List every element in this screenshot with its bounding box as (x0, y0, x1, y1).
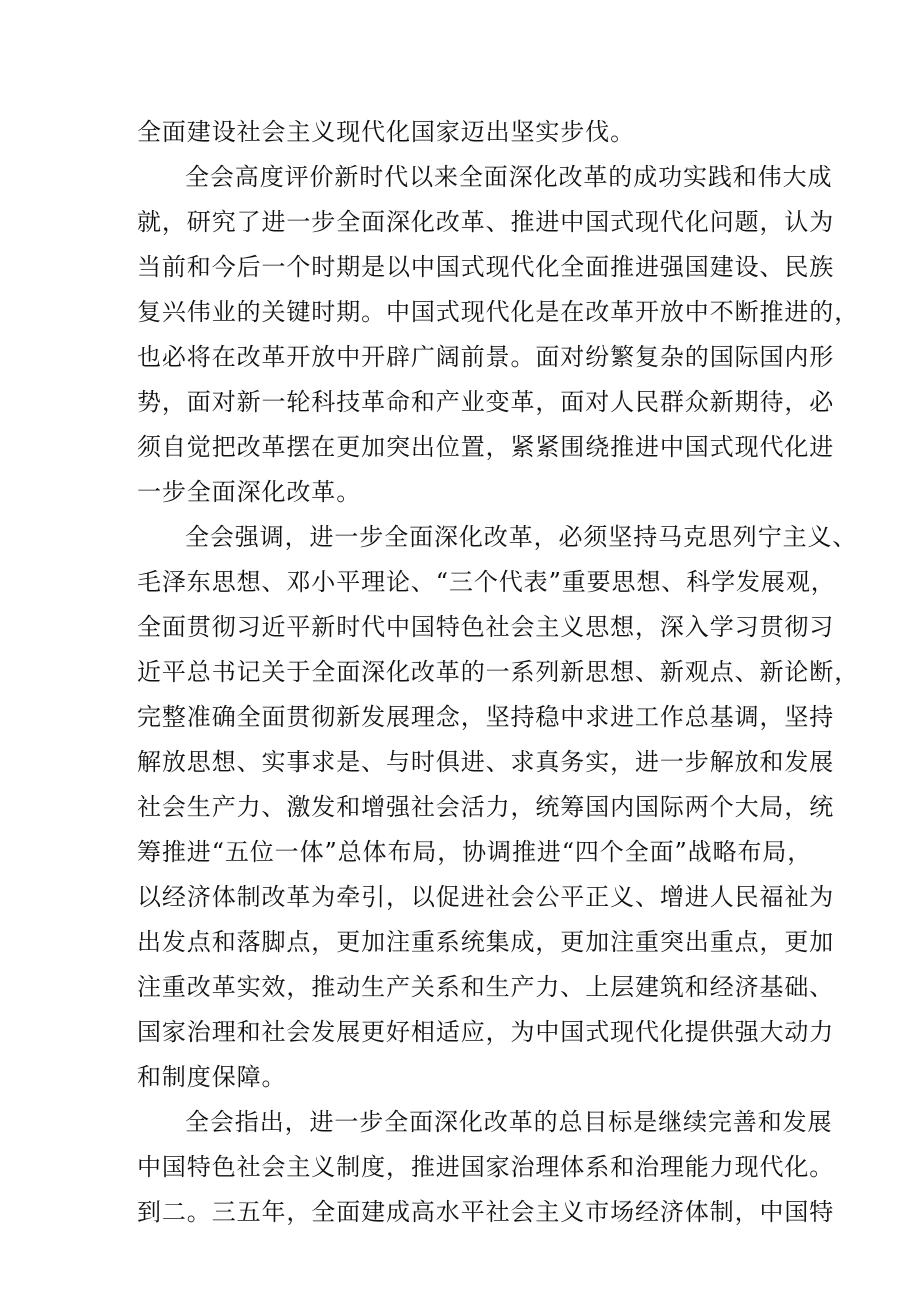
text-line: 近平总书记关于全面深化改革的一系列新思想、新观点、新论断， (137, 658, 860, 686)
text-line: 解放思想、实事求是、与时俱进、求真务实，进一步解放和发展 (137, 748, 835, 776)
text-line: 也必将在改革开放中开辟广阔前景。面对纷繁复杂的国际国内形 (137, 343, 835, 371)
text-line: 就，研究了进一步全面深化改革、推进中国式现代化问题，认为 (137, 208, 835, 236)
paragraph-first-line: 全会高度评价新时代以来全面深化改革的成功实践和伟大成 (185, 163, 833, 191)
paragraph-first-line: 全会指出，进一步全面深化改革的总目标是继续完善和发展 (185, 1108, 833, 1136)
text-line: 出发点和落脚点，更加注重系统集成，更加注重突出重点，更加 (137, 928, 835, 956)
text-line: 社会生产力、激发和增强社会活力，统筹国内国际两个大局，统 (137, 793, 835, 821)
text-line: 一步全面深化改革。 (137, 478, 362, 506)
text-line: 全面贯彻习近平新时代中国特色社会主义思想，深入学习贯彻习 (137, 613, 835, 641)
text-line: 和制度保障。 (137, 1063, 287, 1091)
text-line: 毛泽东思想、邓小平理论、“三个代表”重要思想、科学发展观， (137, 568, 836, 596)
text-line: 以经济体制改革为牵引，以促进社会公平正义、增进人民福祉为 (137, 883, 835, 911)
text-line: 国家治理和社会发展更好相适应，为中国式现代化提供强大动力 (137, 1018, 835, 1046)
text-line: 当前和今后一个时期是以中国式现代化全面推进强国建设、民族 (137, 253, 835, 281)
text-line: 全面建设社会主义现代化国家迈出坚实步伐。 (137, 118, 635, 146)
text-line: 到二。三五年，全面建成高水平社会主义市场经济体制，中国特 (137, 1198, 835, 1226)
text-line: 势，面对新一轮科技革命和产业变革，面对人民群众新期待，必 (137, 388, 835, 416)
text-line: 须自觉把改革摆在更加突出位置，紧紧围绕推进中国式现代化进 (137, 433, 835, 461)
text-line: 注重改革实效，推动生产关系和生产力、上层建筑和经济基础、 (137, 973, 835, 1001)
text-line: 中国特色社会主义制度，推进国家治理体系和治理能力现代化。 (137, 1153, 835, 1181)
text-line: 完整准确全面贯彻新发展理念，坚持稳中求进工作总基调，坚持 (137, 703, 835, 731)
text-line: 复兴伟业的关键时期。中国式现代化是在改革开放中不断推进的， (137, 298, 860, 326)
paragraph-first-line: 全会强调，进一步全面深化改革，必须坚持马克思列宁主义、 (185, 523, 858, 551)
text-line: 筹推进“五位一体”总体布局，协调推进“四个全面”战略布局， (137, 838, 813, 866)
